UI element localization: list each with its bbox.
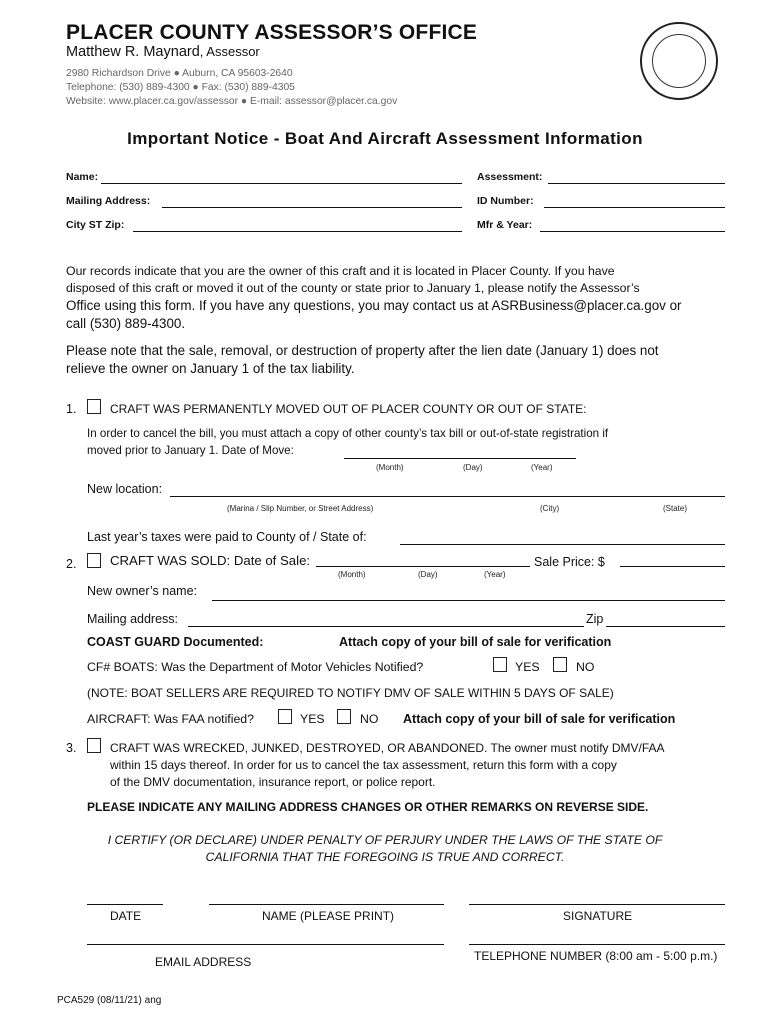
sale-price-label: Sale Price: $ (534, 555, 605, 569)
lien-note-line-2: relieve the owner on January 1 of the tax liability. (66, 361, 355, 376)
section-1-text-1: In order to cancel the bill, you must attach a copy of other county’s tax bill or out-of-state registration if (87, 427, 609, 440)
section-3-text-1: CRAFT WAS WRECKED, JUNKED, DESTROYED, OR ABANDONED. The owner must notify DMV/FAA (110, 741, 665, 755)
assessor-title: , Assessor (199, 44, 260, 59)
sale-price-field[interactable] (620, 566, 725, 567)
new-location-label: New location: (87, 482, 163, 496)
intro-line-2: disposed of this craft or moved it out of the county or state prior to January 1, please notify the Assessor’s (66, 281, 640, 295)
mailing-address-2-label: Mailing address: (87, 612, 179, 626)
section-2-checkbox[interactable] (87, 553, 101, 568)
telephone-field[interactable] (469, 944, 725, 945)
city-st-zip-label: City ST Zip: (66, 219, 125, 231)
section-1-label: CRAFT WAS PERMANENTLY MOVED OUT OF PLACER COUNTY OR OUT OF STATE: (110, 402, 587, 416)
signature-caption: SIGNATURE (563, 909, 633, 923)
dmv-no-label: NO (576, 660, 595, 674)
cf-boats-question: CF# BOATS: Was the Department of Motor Vehicles Notified? (87, 660, 424, 674)
attach-bill-text-2: Attach copy of your bill of sale for verification (403, 712, 676, 726)
new-location-field[interactable] (170, 496, 725, 497)
name-field[interactable] (101, 183, 462, 184)
state-caption: (State) (663, 504, 688, 513)
faa-yes-checkbox[interactable] (278, 709, 292, 724)
marina-caption: (Marina / Slip Number, or Street Address) (227, 504, 374, 513)
date-field[interactable] (87, 904, 163, 905)
county-seal-logo (640, 22, 718, 100)
dmv-yes-label: YES (515, 660, 540, 674)
faa-no-label: NO (360, 712, 379, 726)
section-2-label: CRAFT WAS SOLD: Date of Sale: (110, 553, 311, 568)
email-field[interactable] (87, 944, 444, 945)
mailing-address-2-field[interactable] (188, 626, 584, 627)
attach-bill-text: Attach copy of your bill of sale for verification (339, 635, 612, 649)
section-1-text-2: moved prior to January 1. Date of Move: (87, 444, 294, 457)
name-print-field[interactable] (209, 904, 444, 905)
mfr-year-field[interactable] (540, 231, 725, 232)
faa-no-checkbox[interactable] (337, 709, 351, 724)
assessment-field[interactable] (548, 183, 725, 184)
id-number-field[interactable] (544, 207, 725, 208)
section-2-number: 2. (66, 557, 77, 571)
intro-line-3: Office using this form. If you have any questions, you may contact us at ASRBusiness@placer.ca.gov or (66, 298, 682, 313)
telephone-caption: TELEPHONE NUMBER (8:00 am - 5:00 p.m.) (474, 949, 718, 963)
section-3-number: 3. (66, 741, 77, 755)
section-3-checkbox[interactable] (87, 738, 101, 753)
date-of-sale-field[interactable] (316, 566, 530, 567)
office-web-email: Website: www.placer.ca.gov/assessor ● E-mail: assessor@placer.ca.gov (66, 96, 398, 107)
section-3-text-3: of the DMV documentation, insurance report, or police report. (110, 775, 436, 789)
mailing-address-label: Mailing Address: (66, 195, 151, 207)
section-1-number: 1. (66, 402, 77, 416)
assessment-label: Assessment: (477, 171, 543, 183)
last-year-taxes-field[interactable] (400, 544, 725, 545)
intro-line-1: Our records indicate that you are the owner of this craft and it is located in Placer County. If you have (66, 264, 615, 278)
coast-guard-label: COAST GUARD Documented: (87, 635, 264, 649)
id-number-label: ID Number: (477, 195, 534, 207)
reverse-side-note: PLEASE INDICATE ANY MAILING ADDRESS CHANGES OR OTHER REMARKS ON REVERSE SIDE. (87, 800, 649, 814)
sale-month-caption: (Month) (338, 570, 366, 579)
certify-line-2: CALIFORNIA THAT THE FOREGOING IS TRUE AND CORRECT. (205, 850, 565, 864)
intro-line-4: call (530) 889-4300. (66, 316, 186, 331)
office-address: 2980 Richardson Drive ● Auburn, CA 95603-2640 (66, 68, 293, 79)
lien-note-line-1: Please note that the sale, removal, or destruction of property after the lien date (January 1) does not (66, 343, 659, 358)
zip-label: Zip (586, 612, 604, 626)
city-caption: (City) (540, 504, 560, 513)
aircraft-question: AIRCRAFT: Was FAA notified? (87, 712, 254, 726)
certify-line-1: I CERTIFY (OR DECLARE) UNDER PENALTY OF PERJURY UNDER THE LAWS OF THE STATE OF (107, 833, 663, 847)
mfr-year-label: Mfr & Year: (477, 219, 533, 231)
move-month-caption: (Month) (376, 463, 404, 472)
sale-year-caption: (Year) (484, 570, 506, 579)
date-caption: DATE (110, 909, 142, 923)
move-year-caption: (Year) (531, 463, 553, 472)
notice-title: Important Notice - Boat And Aircraft Assessment Information (127, 129, 643, 148)
email-caption: EMAIL ADDRESS (155, 955, 252, 969)
faa-yes-label: YES (300, 712, 325, 726)
name-print-caption: NAME (PLEASE PRINT) (262, 909, 395, 923)
assessor-name: Matthew R. Maynard (66, 44, 200, 60)
boat-seller-note: (NOTE: BOAT SELLERS ARE REQUIRED TO NOTIFY DMV OF SALE WITHIN 5 DAYS OF SALE) (87, 686, 614, 700)
section-3-text-2: within 15 days thereof. In order for us to cancel the tax assessment, return this form with a copy (110, 758, 617, 772)
office-phone-fax: Telephone: (530) 889-4300 ● Fax: (530) 889-4305 (66, 82, 295, 93)
dmv-no-checkbox[interactable] (553, 657, 567, 672)
city-st-zip-field[interactable] (133, 231, 462, 232)
move-day-caption: (Day) (463, 463, 483, 472)
date-of-move-field[interactable] (344, 458, 576, 459)
office-title: PLACER COUNTY ASSESSOR’S OFFICE (66, 21, 478, 44)
form-code: PCA529 (08/11/21) ang (57, 995, 162, 1006)
zip-field[interactable] (606, 626, 725, 627)
signature-field[interactable] (469, 904, 725, 905)
assessor-line (66, 44, 260, 60)
last-year-taxes-label: Last year’s taxes were paid to County of / State of: (87, 530, 367, 544)
sale-day-caption: (Day) (418, 570, 438, 579)
new-owner-field[interactable] (212, 600, 725, 601)
name-label: Name: (66, 171, 99, 183)
mailing-address-field[interactable] (162, 207, 462, 208)
section-1-checkbox[interactable] (87, 399, 101, 414)
dmv-yes-checkbox[interactable] (493, 657, 507, 672)
new-owner-label: New owner’s name: (87, 584, 198, 598)
